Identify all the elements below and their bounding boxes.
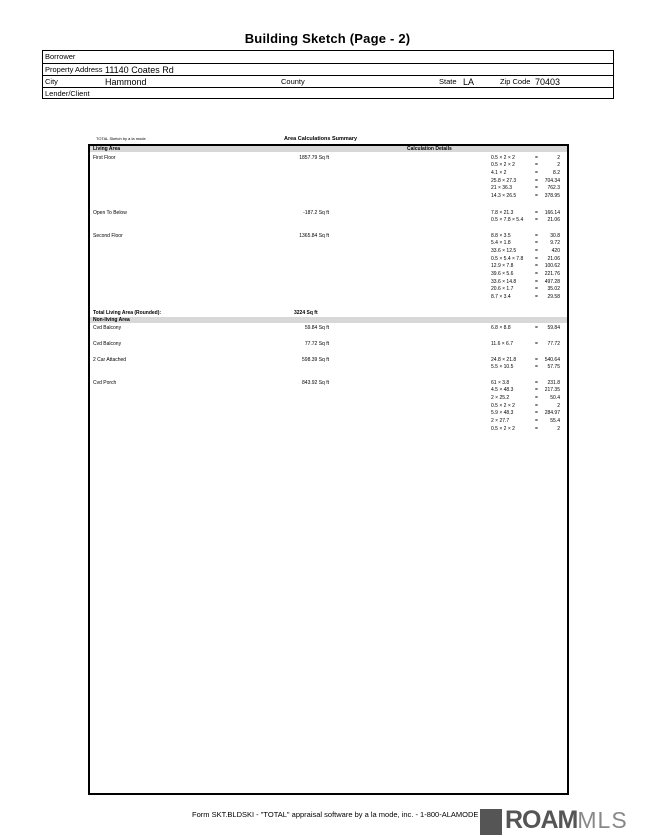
calc-expression: 33.6 × 14.8 — [491, 278, 517, 285]
calc-equals: = — [535, 425, 538, 432]
calc-equals: = — [535, 340, 538, 347]
calc-result: 29.58 — [547, 294, 560, 300]
logo-main: ROAM — [505, 806, 578, 834]
area-name: First Floor — [93, 155, 116, 161]
calc-row — [491, 217, 560, 225]
calc-result: 704.34 — [544, 177, 560, 184]
calc-expression: 11.6 × 6.7 — [491, 340, 514, 347]
calc-row — [491, 193, 560, 201]
calc-row — [491, 294, 560, 302]
calc-expression: 0.5 × 2 × 2 — [491, 162, 515, 169]
calc-details — [491, 325, 560, 333]
calc-equals: = — [535, 417, 538, 424]
calc-equals: = — [535, 240, 538, 247]
calc-equals: = — [535, 387, 538, 394]
logo-icon — [480, 809, 502, 835]
page-title: Building Sketch (Page - 2) — [244, 31, 411, 46]
city-value: Hammond — [105, 77, 147, 87]
header-table — [42, 50, 614, 99]
calc-equals: = — [535, 154, 538, 161]
calc-row — [491, 263, 560, 271]
calc-row — [491, 178, 560, 186]
calc-result: 30.8 — [550, 232, 560, 239]
area-name: Open To Below — [93, 210, 127, 216]
area-value: 77.72 Sq ft — [304, 341, 329, 347]
sketch-caption: TOTAL Sketch by a la mode — [96, 136, 146, 141]
calc-expression: 2 × 27.7 — [491, 417, 510, 424]
area-name: Cvd Balcony — [93, 325, 122, 331]
calc-expression: 5.4 × 1.8 — [491, 240, 511, 247]
calc-equals: = — [535, 209, 538, 216]
calc-equals: = — [535, 402, 538, 409]
calc-result: 217.35 — [544, 387, 560, 394]
calc-result: 497.28 — [544, 278, 560, 285]
calc-header: Calculation Details — [407, 146, 452, 152]
calc-row — [491, 256, 560, 264]
calc-equals: = — [535, 410, 538, 417]
calc-result: 77.72 — [547, 340, 560, 347]
calc-expression: 4.5 × 48.3 — [491, 387, 514, 394]
calc-details — [491, 210, 560, 225]
lender-row — [43, 87, 613, 99]
calc-expression: 5.9 × 48.3 — [491, 410, 514, 417]
calc-equals: = — [535, 394, 538, 401]
calc-details — [491, 380, 560, 434]
calc-expression: 2 × 25.2 — [491, 394, 510, 401]
calc-row — [491, 286, 560, 294]
calc-expression: 20.6 × 1.7 — [491, 286, 514, 293]
calc-details — [491, 341, 560, 349]
calc-equals: = — [535, 364, 538, 371]
calc-row — [491, 233, 560, 241]
calc-expression: 6.8 × 8.8 — [491, 324, 511, 331]
area-name: Second Floor — [93, 233, 123, 239]
zip-label: Zip Code — [500, 77, 531, 86]
calc-equals: = — [535, 232, 538, 239]
calc-details — [491, 233, 560, 302]
area-value: 1365.84 Sq ft — [299, 233, 329, 239]
calc-result: 35.02 — [547, 286, 560, 293]
calc-expression: 12.9 × 7.8 — [491, 263, 514, 270]
summary-title: Area Calculations Summary — [284, 136, 358, 142]
calc-result: 55.4 — [550, 417, 560, 424]
calc-row — [491, 357, 560, 365]
calc-row — [491, 418, 560, 426]
calc-result: 59.84 — [547, 324, 560, 331]
total-label: Total Living Area (Rounded): — [93, 310, 162, 316]
county-label: County — [281, 77, 305, 86]
calc-expression: 0.5 × 2 × 2 — [491, 425, 515, 432]
calc-expression: 0.5 × 2 × 2 — [491, 402, 515, 409]
calc-expression: 4.1 × 2 — [491, 169, 507, 176]
borrower-row — [43, 51, 613, 63]
area-value: 59.84 Sq ft — [304, 325, 329, 331]
calc-equals: = — [535, 324, 538, 331]
property-value: 11140 Coates Rd — [105, 65, 174, 75]
nonliving-header-bar — [90, 317, 567, 323]
calc-result: 420 — [551, 247, 560, 254]
calc-expression: 61 × 3.8 — [491, 379, 510, 386]
property-label: Property Address — [45, 65, 103, 74]
calc-equals: = — [535, 192, 538, 199]
calc-row — [491, 170, 560, 178]
calc-row — [491, 387, 560, 395]
calc-equals: = — [535, 255, 538, 262]
calc-equals: = — [535, 286, 538, 293]
calc-result: 21.06 — [547, 217, 560, 224]
calc-expression: 0.5 × 2 × 2 — [491, 154, 515, 161]
footer-text: Form SKT.BLDSKI - "TOTAL" appraisal software by a la mode, inc. - 1-800-ALAMODE — [192, 810, 479, 819]
area-name: 2 Car Attached — [93, 357, 127, 363]
calc-row — [491, 248, 560, 256]
calc-row — [491, 380, 560, 388]
calc-equals: = — [535, 379, 538, 386]
logo-sub: MLS — [577, 807, 628, 833]
calc-result: 378.95 — [544, 192, 560, 199]
calc-equals: = — [535, 356, 538, 363]
calc-result: 21.06 — [547, 255, 560, 262]
calc-equals: = — [535, 294, 538, 300]
area-value: 598.39 Sq ft — [302, 357, 329, 363]
calc-details — [491, 155, 560, 201]
calc-expression: 39.6 × 5.6 — [491, 270, 514, 277]
borrower-label: Borrower — [45, 52, 76, 61]
calc-row — [491, 240, 560, 248]
area-value: -187.2 Sq ft — [303, 210, 329, 216]
calc-expression: 8.7 × 3.4 — [491, 294, 511, 300]
total-value: 3224 Sq ft — [294, 310, 318, 316]
calc-result: 762.3 — [547, 185, 560, 192]
calc-result: 284.97 — [544, 410, 560, 417]
calc-equals: = — [535, 162, 538, 169]
calc-result: 2 — [557, 402, 560, 409]
property-row — [43, 63, 613, 75]
calc-expression: 33.6 × 12.5 — [491, 247, 517, 254]
area-value: 1857.79 Sq ft — [299, 155, 329, 161]
calc-result: 221.76 — [544, 270, 560, 277]
area-value: 843.92 Sq ft — [302, 380, 329, 386]
calc-expression: 14.3 × 26.5 — [491, 192, 517, 199]
living-header: Living Area — [93, 146, 121, 152]
calc-result: 231.8 — [547, 379, 560, 386]
state-label: State — [439, 77, 457, 86]
calc-equals: = — [535, 169, 538, 176]
calc-row — [491, 155, 560, 163]
calc-result: 57.75 — [547, 364, 560, 371]
nonliving-header: Non-living Area — [93, 317, 130, 323]
calc-expression: 8.8 × 3.5 — [491, 232, 511, 239]
calc-row — [491, 395, 560, 403]
calc-equals: = — [535, 217, 538, 224]
calc-equals: = — [535, 185, 538, 192]
calc-expression: 0.5 × 5.4 × 7.8 — [491, 255, 524, 262]
calc-result: 2 — [557, 162, 560, 169]
calc-row — [491, 341, 560, 349]
zip-value: 70403 — [535, 77, 561, 87]
living-header-bar — [90, 146, 567, 152]
lender-label: Lender/Client — [45, 89, 90, 98]
city-row — [43, 75, 613, 87]
calc-result: 8.2 — [553, 169, 560, 176]
calc-expression: 0.5 × 7.8 × 5.4 — [491, 217, 524, 224]
calc-row — [491, 279, 560, 287]
city-label: City — [45, 77, 58, 86]
calc-expression: 25.8 × 27.3 — [491, 177, 517, 184]
calc-expression: 24.8 × 21.8 — [491, 356, 517, 363]
area-name: Cvd Balcony — [93, 341, 122, 347]
calc-expression: 5.5 × 10.5 — [491, 364, 514, 371]
area-name: Cvd Porch — [93, 380, 117, 386]
calc-equals: = — [535, 270, 538, 277]
calc-expression: 7.8 × 21.3 — [491, 209, 514, 216]
calc-row — [491, 364, 560, 372]
calc-result: 540.64 — [544, 356, 560, 363]
calc-row — [491, 210, 560, 218]
logo — [505, 806, 628, 835]
calc-row — [491, 410, 560, 418]
calc-expression: 21 × 36.3 — [491, 185, 512, 192]
calc-result: 50.4 — [550, 394, 560, 401]
calc-equals: = — [535, 278, 538, 285]
calc-result: 2 — [557, 425, 560, 432]
calc-row — [491, 271, 560, 279]
state-value: LA — [463, 77, 475, 87]
calc-row — [491, 162, 560, 170]
calc-row — [491, 185, 560, 193]
calc-row — [491, 426, 560, 434]
calc-details — [491, 357, 560, 372]
calc-result: 166.14 — [544, 209, 560, 216]
calc-row — [491, 403, 560, 411]
calc-row — [491, 325, 560, 333]
calc-equals: = — [535, 247, 538, 254]
calc-result: 100.62 — [544, 263, 560, 270]
calc-equals: = — [535, 263, 538, 270]
calc-result: 9.72 — [550, 240, 560, 247]
calc-equals: = — [535, 177, 538, 184]
calc-result: 2 — [557, 154, 560, 161]
